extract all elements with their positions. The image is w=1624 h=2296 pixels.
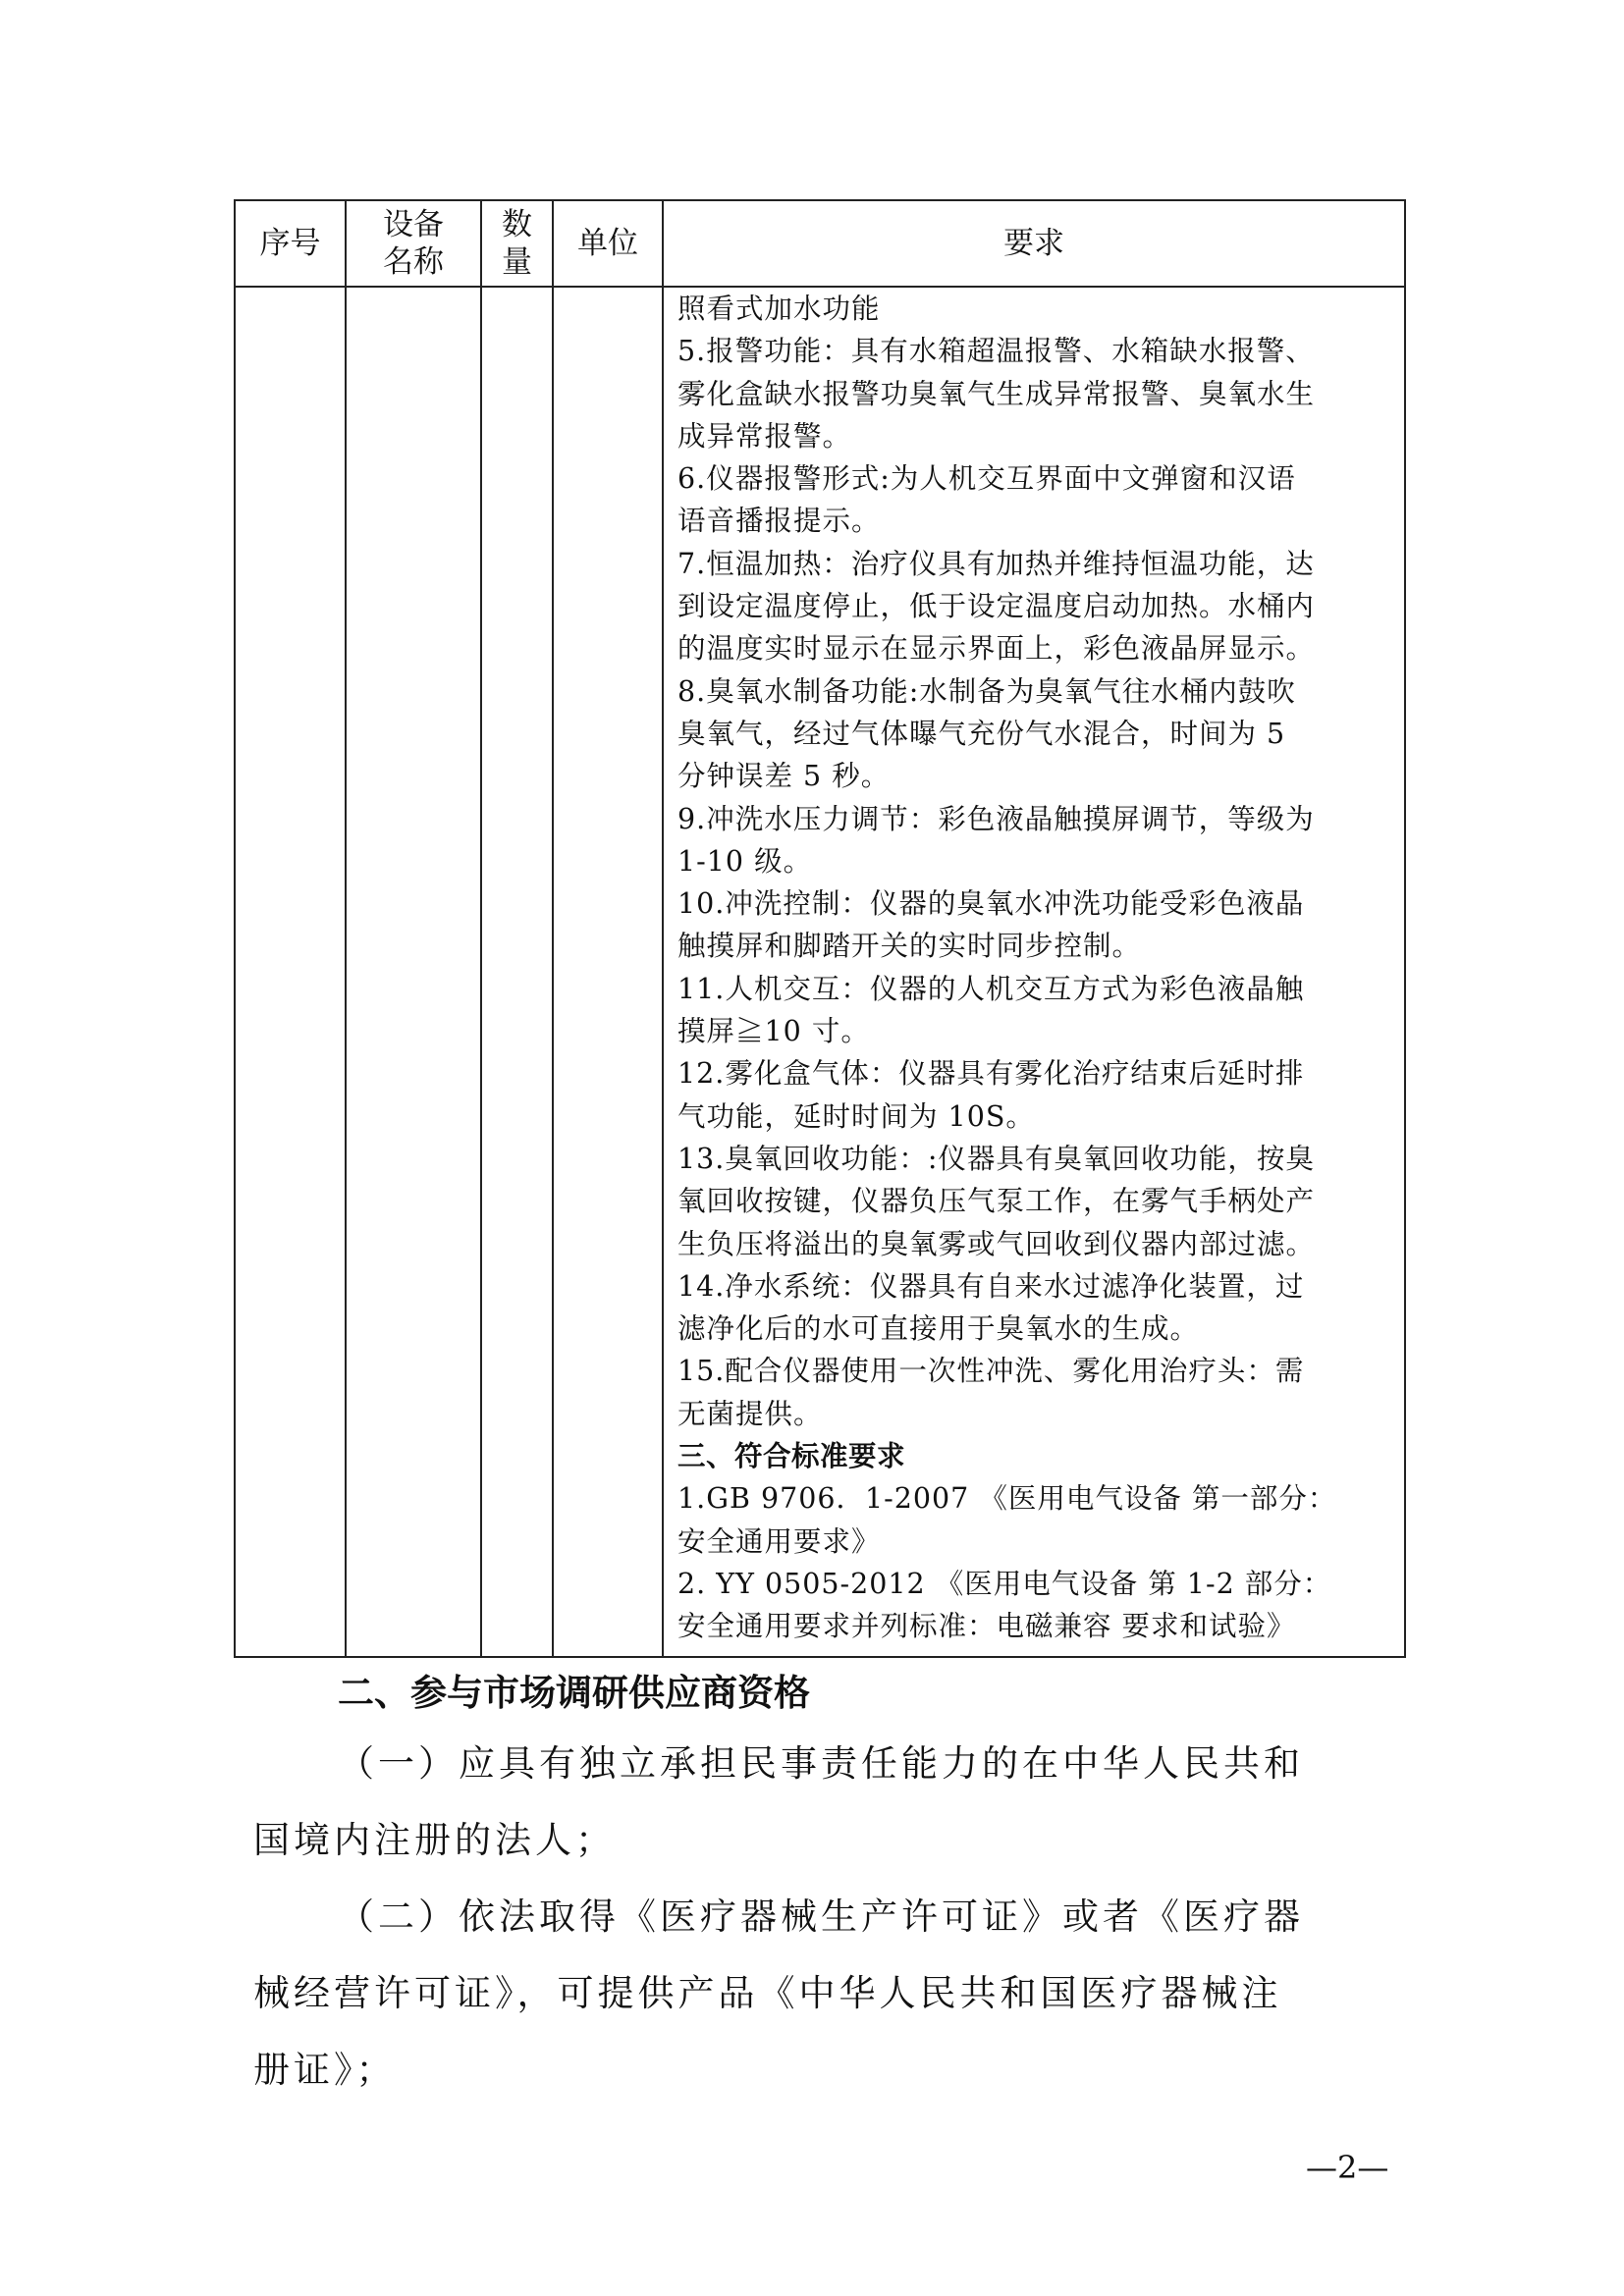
- requirement-line: 5.报警功能：具有水箱超温报警、水箱缺水报警、: [677, 335, 1315, 368]
- requirement-line: 三、符合标准要求: [677, 1440, 906, 1473]
- requirement-line: 6.仪器报警形式:为人机交互界面中文弹窗和汉语: [677, 462, 1296, 496]
- requirement-line: 11.人机交互：仪器的人机交互方式为彩色液晶触: [677, 972, 1305, 1005]
- header-device-name: 设备 名称: [346, 200, 481, 287]
- paragraph-1-line-1: （一）应具有独立承担民事责任能力的在中华人民共和: [338, 1742, 1304, 1785]
- requirement-line: 成异常报警。: [677, 419, 852, 453]
- paragraph-2-line-2: 械经营许可证》，可提供产品《中华人民共和国医疗器械注: [253, 1972, 1282, 2014]
- requirement-line: 语音播报提示。: [677, 505, 881, 538]
- paragraph-1-line-2: 国境内注册的法人；: [253, 1819, 616, 1861]
- requirement-line: 2. YY 0505-2012 《医用电气设备 第 1-2 部分：: [677, 1567, 1332, 1600]
- requirement-line: 1.GB 9706．1-2007 《医用电气设备 第一部分：: [677, 1482, 1337, 1516]
- cell-unit: [553, 287, 663, 1657]
- requirement-line: 10.冲洗控制：仪器的臭氧水冲洗功能受彩色液晶: [677, 887, 1305, 921]
- requirement-line: 的温度实时显示在显示界面上，彩色液晶屏显示。: [677, 632, 1316, 666]
- cell-device-name: [346, 287, 481, 1657]
- requirement-line: 12.雾化盒气体：仪器具有雾化治疗结束后延时排: [677, 1057, 1305, 1091]
- requirement-line: 到设定温度停止，低于设定温度启动加热。水桶内: [677, 590, 1316, 623]
- requirement-line: 氧回收按键，仪器负压气泵工作，在雾气手柄处产: [677, 1185, 1316, 1218]
- cell-requirements: [663, 287, 1405, 1657]
- requirement-line: 8.臭氧水制备功能:水制备为臭氧气往水桶内鼓吹: [677, 674, 1296, 708]
- spec-table: [234, 199, 1406, 1658]
- requirement-line: 触摸屏和脚踏开关的实时同步控制。: [677, 930, 1142, 963]
- section-heading: 二、参与市场调研供应商资格: [338, 1672, 810, 1714]
- requirement-line: 生负压将溢出的臭氧雾或气回收到仪器内部过滤。: [677, 1227, 1316, 1260]
- requirement-line: 雾化盒缺水报警功臭氧气生成异常报警、臭氧水生: [677, 377, 1316, 410]
- requirement-line: 安全通用要求》: [677, 1524, 881, 1558]
- requirement-line: 摸屏≧10 寸。: [677, 1015, 870, 1048]
- requirement-line: 分钟误差 5 秒。: [677, 760, 891, 793]
- page-number: —2—: [1306, 2149, 1389, 2186]
- table-header-row: [235, 200, 1405, 287]
- cell-index: [235, 287, 346, 1657]
- header-quantity: 数 量: [481, 200, 553, 287]
- requirement-line: 15.配合仪器使用一次性冲洗、雾化用治疗头：需: [677, 1355, 1305, 1388]
- requirement-line: 照看式加水功能: [677, 293, 881, 325]
- requirement-line: 14.净水系统：仪器具有自来水过滤净化装置，过: [677, 1269, 1305, 1303]
- cell-quantity: [481, 287, 553, 1657]
- paragraph-2-line-3: 册证》；: [253, 2049, 397, 2091]
- requirement-line: 1-10 级。: [677, 844, 813, 878]
- requirement-line: 气功能，延时时间为 10S。: [677, 1099, 1035, 1133]
- table-row: [235, 287, 1405, 1657]
- requirement-line: 13.臭氧回收功能：:仪器具有臭氧回收功能，按臭: [677, 1142, 1315, 1175]
- requirement-line: 9.冲洗水压力调节：彩色液晶触摸屏调节，等级为: [677, 802, 1315, 835]
- requirement-line: 臭氧气，经过气体曝气充份气水混合，时间为 5: [677, 717, 1286, 750]
- requirement-line: 安全通用要求并列标准：电磁兼容 要求和试验》: [677, 1610, 1296, 1643]
- requirement-line: 7.恒温加热：治疗仪具有加热并维持恒温功能，达: [677, 547, 1315, 580]
- requirement-line: 无菌提供。: [677, 1397, 823, 1430]
- header-unit: 单位: [553, 200, 663, 287]
- header-requirements: 要求: [663, 200, 1405, 287]
- header-index: 序号: [235, 200, 346, 287]
- requirement-line: 滤净化后的水可直接用于臭氧水的生成。: [677, 1312, 1200, 1346]
- paragraph-2-line-1: （二）依法取得《医疗器械生产许可证》或者《医疗器: [338, 1896, 1304, 1938]
